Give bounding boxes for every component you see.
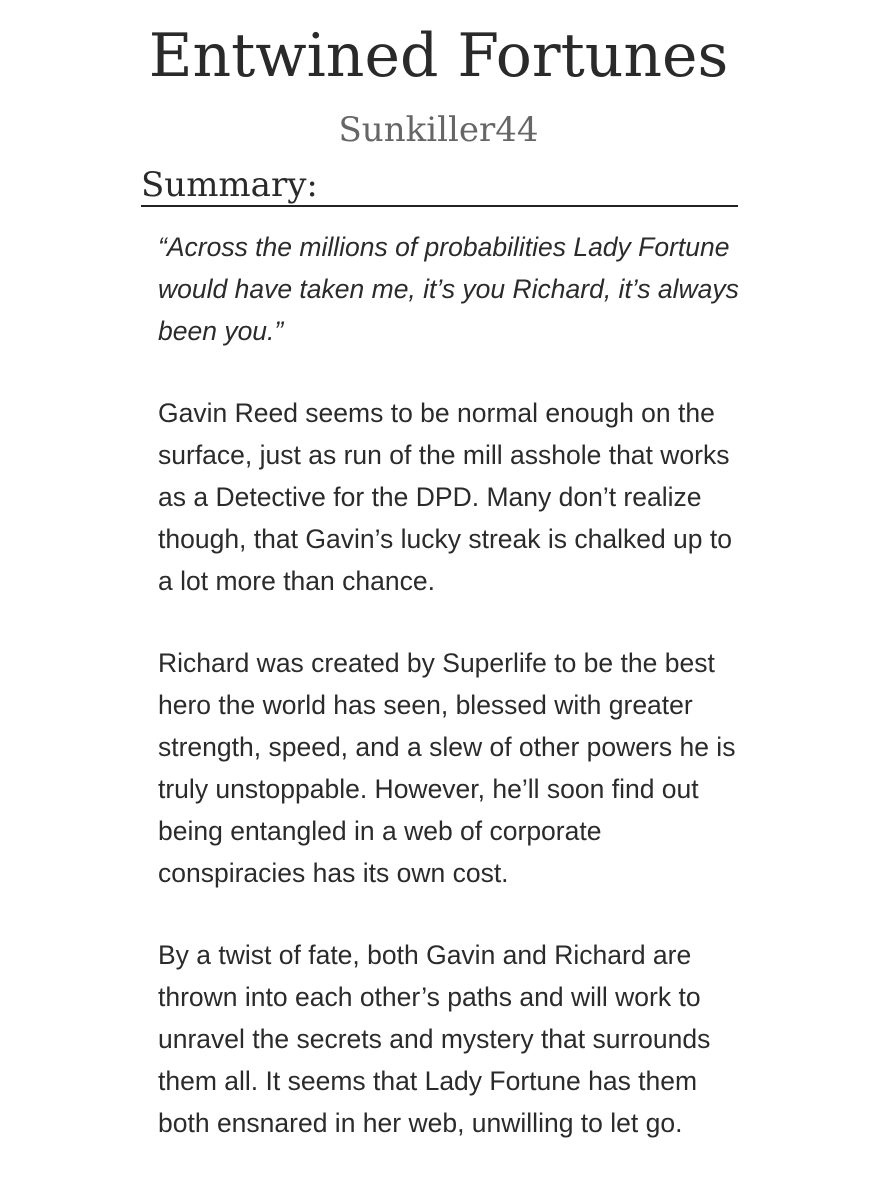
summary-paragraph: By a twist of fate, both Gavin and Richard are thrown into each other’s paths and will work to unravel the secrets and mystery that surrounds them all. It seems that Lady Fortune has them both ensnared in her web, unwilling to let go. bbox=[158, 940, 711, 1138]
work-title: Entwined Fortunes bbox=[148, 21, 729, 91]
summary-paragraph: Gavin Reed seems to be normal enough on the surface, just as run of the mill asshole that works as a Detective for the DPD. Many don’t realize though, that Gavin’s lucky streak is chalked up to a lot more than chance. bbox=[158, 398, 732, 596]
summary-paragraph: Richard was created by Superlife to be the best hero the world has seen, blessed with greater strength, speed, and a slew of other powers he is truly unstoppable. However, he’ll soon find out being entangled in a web of corporate conspiracies has its own cost. bbox=[158, 648, 736, 888]
summary-quote: “Across the millions of probabilities Lady Fortune would have taken me, it’s you Richard, it’s always been you.” bbox=[158, 232, 739, 346]
summary-heading: Summary: bbox=[141, 163, 738, 207]
author-name[interactable]: Sunkiller44 bbox=[338, 110, 539, 150]
summary-body bbox=[158, 226, 748, 1184]
